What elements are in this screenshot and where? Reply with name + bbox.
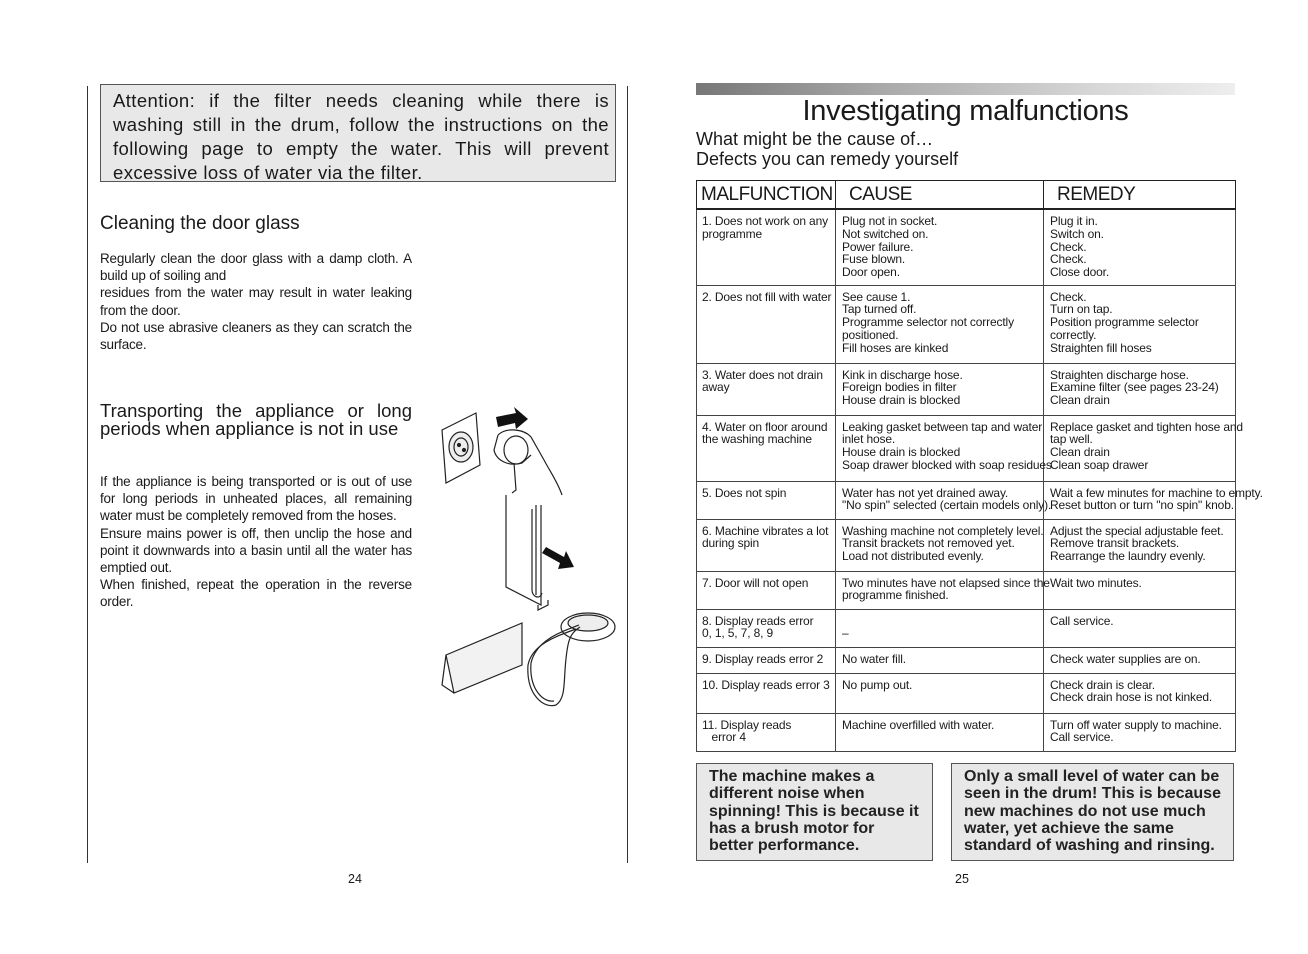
door-glass-line: Do not use abrasive cleaners as they can scratch the surface.	[100, 319, 412, 353]
header-cause: CAUSE	[836, 181, 1044, 210]
note-water-level: Only a small level of water can be seen in the drum! This is because new machines do not use much water, yet achieve the same standard of washing and rinsing.	[951, 763, 1234, 861]
remedy-line: Replace gasket and tighten hose and	[1050, 419, 1243, 434]
cause-line: Leaking gasket between tap and water	[842, 419, 1043, 434]
malfunction-cell	[697, 609, 836, 647]
door-glass-line: Regularly clean the door glass with a damp cloth. A build up of soiling and	[100, 251, 412, 284]
transport-heading: Transporting the appliance or long periods when appliance is not in use	[100, 400, 412, 439]
cause-line: Fuse blown.	[842, 252, 906, 267]
malfunction-line: during spin	[702, 536, 760, 551]
remedy-line: Close door.	[1050, 265, 1110, 280]
remedy-line: Clean soap drawer	[1050, 457, 1149, 472]
cause-line: House drain is blocked	[842, 393, 961, 408]
remedy-cell	[1044, 415, 1243, 481]
malfunction-line: 0, 1, 5, 7, 8, 9	[702, 626, 773, 641]
table-row	[697, 519, 1236, 571]
cause-line: No water fill.	[842, 651, 906, 666]
malfunction-line: 2. Does not fill with water	[702, 289, 832, 304]
cause-line: Tap turned off.	[842, 302, 917, 317]
transport-line: When finished, repeat the operation in the reverse order.	[100, 577, 412, 610]
cause-line: Fill hoses are kinked	[842, 340, 949, 355]
malfunction-cell	[697, 481, 836, 519]
remedy-line: Check drain is clear.	[1050, 677, 1155, 692]
page-number-left: 24	[348, 872, 362, 886]
transport-line: If the appliance is being transported or is out of use for long periods in unheated places, all remaining water must be completely removed from the hoses.	[100, 474, 412, 524]
remedy-cell	[1044, 363, 1236, 415]
remedy-cell	[1044, 647, 1236, 673]
remedy-cell	[1044, 209, 1236, 285]
table-row	[697, 673, 1236, 713]
cause-line: Power failure.	[842, 239, 914, 254]
cause-line: Soap drawer blocked with soap residues	[842, 457, 1052, 472]
malfunction-line: the washing machine	[702, 432, 812, 447]
remedy-line: correctly.	[1050, 327, 1097, 342]
remedy-line: Rearrange the laundry evenly.	[1050, 549, 1206, 564]
malfunction-cell	[697, 519, 836, 571]
remedy-line: Reset button or turn "no spin" knob.	[1050, 498, 1234, 513]
table-row	[697, 647, 1236, 673]
malfunction-line: 3. Water does not drain	[702, 367, 823, 382]
transport-line: Ensure mains power is off, then unclip the hose and point it downwards into a basin until all the water has emptied out.	[100, 525, 412, 576]
cause-cell	[836, 363, 1044, 415]
malfunction-line: 5. Does not spin	[702, 485, 787, 500]
remedy-line: Check water supplies are on.	[1050, 651, 1201, 666]
left-margin-line	[87, 86, 88, 863]
malfunction-cell	[697, 363, 836, 415]
cause-line: Door open.	[842, 265, 900, 280]
remedy-line: tap well.	[1050, 432, 1093, 447]
cause-line: Washing machine not completely level.	[842, 523, 1044, 538]
cause-line: House drain is blocked	[842, 445, 961, 460]
malfunction-cell	[697, 647, 836, 673]
malfunction-cell	[697, 209, 836, 285]
remedy-line: Clean drain	[1050, 445, 1110, 460]
malfunction-cell	[697, 673, 836, 713]
table-row	[697, 415, 1236, 481]
subtitle-cause: What might be the cause of…	[696, 129, 934, 149]
remedy-line: Call service.	[1050, 730, 1114, 745]
remedy-line: Check drain hose is not kinked.	[1050, 690, 1213, 705]
remedy-line: Adjust the special adjustable feet.	[1050, 523, 1224, 538]
cause-line: No pump out.	[842, 677, 913, 692]
remedy-cell	[1044, 571, 1236, 609]
cause-line	[842, 615, 1039, 628]
header-remedy: REMEDY	[1044, 181, 1236, 210]
malfunction-table	[696, 180, 1263, 752]
remedy-line: Straighten fill hoses	[1050, 340, 1152, 355]
table-row	[697, 481, 1236, 519]
cause-line: "No spin" selected (certain models only).	[842, 498, 1052, 513]
cause-line: Transit brackets not removed yet.	[842, 536, 1015, 551]
door-glass-heading: Cleaning the door glass	[100, 213, 300, 234]
subtitle-defects: Defects you can remedy yourself	[696, 149, 959, 169]
remedy-line: Wait two minutes.	[1050, 575, 1142, 590]
malfunction-line: 7. Door will not open	[702, 575, 809, 590]
malfunction-line: 4. Water on floor around	[702, 419, 828, 434]
table-row	[697, 609, 1236, 647]
remedy-line: Wait a few minutes for machine to empty.	[1050, 485, 1263, 500]
cause-cell	[836, 519, 1044, 571]
table-row	[697, 571, 1236, 609]
remedy-cell	[1044, 673, 1236, 713]
attention-box: Attention: if the filter needs cleaning while there is washing still in the drum, follow the instructions on the following page to empty the water. This will prevent excessive loss of water via the filter.	[100, 84, 616, 182]
cause-line: Plug not in socket.	[842, 214, 938, 228]
cause-cell	[836, 481, 1052, 519]
remedy-cell	[1044, 713, 1236, 751]
table-row	[697, 209, 1236, 285]
cause-cell	[836, 209, 1044, 285]
cause-cell	[836, 415, 1052, 481]
title-gradient-bar	[696, 83, 1235, 95]
remedy-line: Position programme selector	[1050, 315, 1199, 330]
cause-cell	[836, 609, 1044, 647]
remedy-line: Turn on tap.	[1050, 302, 1113, 317]
remedy-line: Call service.	[1050, 613, 1114, 628]
cause-line: Programme selector not correctly	[842, 315, 1014, 330]
remedy-line: Turn off water supply to machine.	[1050, 717, 1222, 732]
cause-cell	[836, 713, 1044, 751]
malfunction-cell	[697, 713, 836, 751]
page-title: Investigating malfunctions	[802, 95, 1129, 127]
header-malfunction: MALFUNCTION	[697, 181, 836, 210]
malfunction-cell	[697, 285, 836, 363]
remedy-cell	[1044, 285, 1236, 363]
table-header-row	[697, 181, 1236, 210]
malfunction-line: 10. Display reads error 3	[702, 677, 830, 692]
cause-cell	[836, 673, 1044, 713]
remedy-line: Check.	[1050, 239, 1087, 254]
remedy-line: Examine filter (see pages 23-24)	[1050, 380, 1219, 395]
cause-line: Load not distributed evenly.	[842, 549, 984, 564]
remedy-line: Straighten discharge hose.	[1050, 367, 1189, 382]
table-row	[697, 713, 1236, 751]
hose-drain-illustration	[436, 405, 616, 715]
malfunction-line: 11. Display reads	[702, 717, 792, 732]
center-fold-line	[627, 86, 628, 863]
malfunction-line: 8. Display reads error	[702, 613, 814, 628]
malfunction-line: programme	[702, 226, 763, 241]
malfunction-cell	[697, 415, 836, 481]
cause-cell	[836, 285, 1044, 363]
malfunction-line: 9. Display reads error 2	[702, 651, 824, 666]
cause-cell	[836, 571, 1050, 609]
remedy-line: Remove transit brackets.	[1050, 536, 1180, 551]
cause-line: Kink in discharge hose.	[842, 367, 963, 382]
malfunction-line: error 4	[702, 730, 746, 745]
cause-line: –	[842, 626, 849, 641]
note-brush-motor: The machine makes a different noise when spinning! This is because it has a brush motor for better performance.	[696, 763, 933, 861]
malfunction-line: 6. Machine vibrates a lot	[702, 523, 829, 538]
remedy-line: Check.	[1050, 252, 1087, 267]
cause-line: programme finished.	[842, 588, 949, 603]
cause-line: See cause 1.	[842, 289, 911, 304]
cause-line: inlet hose.	[842, 432, 896, 447]
door-glass-text	[100, 250, 412, 353]
cause-line: Two minutes have not elapsed since the	[842, 575, 1050, 590]
remedy-cell	[1044, 519, 1236, 571]
cause-line: Foreign bodies in filter	[842, 380, 957, 395]
page-number-right: 25	[955, 872, 969, 886]
remedy-line: Switch on.	[1050, 226, 1104, 241]
remedy-cell	[1044, 481, 1263, 519]
remedy-cell	[1044, 609, 1236, 647]
cause-cell	[836, 647, 1044, 673]
cause-line: Machine overfilled with water.	[842, 717, 995, 732]
remedy-line: Clean drain	[1050, 393, 1110, 408]
cause-line: Not switched on.	[842, 226, 929, 241]
remedy-line: Check.	[1050, 289, 1087, 304]
malfunction-cell	[697, 571, 836, 609]
cause-line: Water has not yet drained away.	[842, 485, 1009, 500]
malfunction-line: away	[702, 380, 730, 395]
door-glass-line: residues from the water may result in water leaking from the door.	[100, 285, 412, 318]
cause-line: positioned.	[842, 327, 899, 342]
table-row	[697, 285, 1236, 363]
transport-text	[100, 473, 412, 611]
table-row	[697, 363, 1236, 415]
malfunction-line: 1. Does not work on any	[702, 214, 828, 228]
remedy-line: Plug it in.	[1050, 214, 1098, 228]
